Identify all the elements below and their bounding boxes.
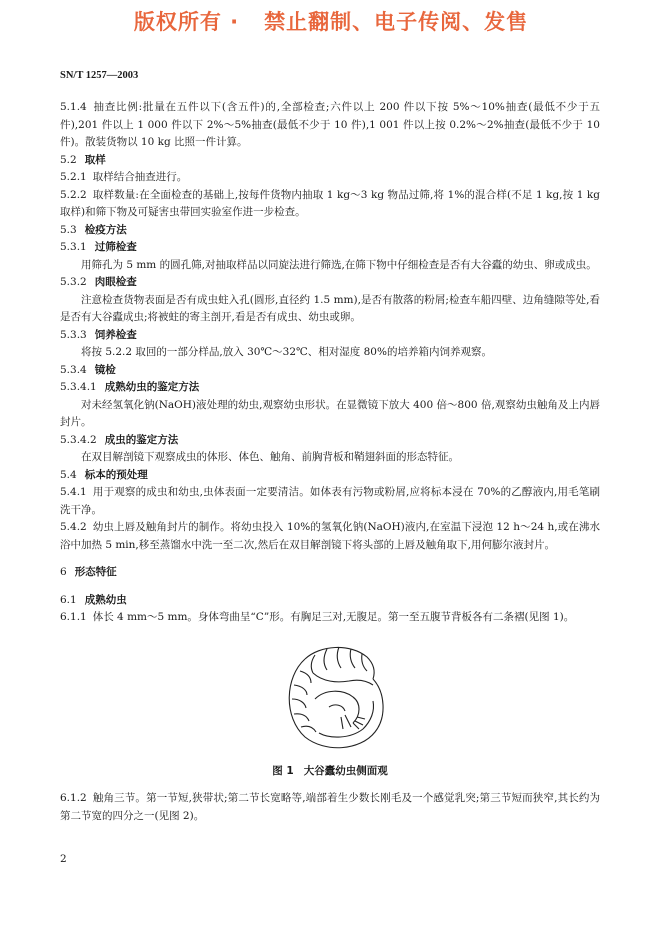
standard-number: SN/T 1257—2003 [60, 70, 139, 81]
larva-illustration [275, 637, 390, 755]
heading-5-3-2: 5.3.2 肉眼检查 [60, 276, 137, 288]
heading-5-4: 5.4 标本的预处理 [60, 468, 148, 481]
heading-5-3-1: 5.3.1 过筛检查 [60, 241, 137, 253]
figure-1 [60, 633, 600, 761]
heading-5-3-4: 5.3.4 镜检 [60, 363, 116, 376]
heading-5-3-3: 5.3.3 饲养检查 [60, 328, 137, 341]
heading-5-2: 5.2 取样 [60, 153, 106, 166]
heading-6-1: 6.1 成熟幼虫 [60, 593, 127, 606]
heading-6: 6 形态特征 [60, 566, 117, 578]
clause-6-1-2: 6.1.2 触角三节。第一节短,狭带状;第二节长宽略等,端部着生少数长刚毛及一个感觉乳突;第三节短而狭窄,其长约为第二节宽的四分之一(见图 2)。 [60, 792, 600, 822]
clause-5-2-1: 5.2.1 取样结合抽查进行。 [60, 171, 188, 183]
clause-5-2-2: 5.2.2 取样数量:在全面检查的基础上,按每件货物内抽取 1 kg～3 kg 物品过筛,将 1%的混合样(不足 1 kg,按 1 kg 取样)和筛下物及可疑害虫带回实验室作进一步检查。 [60, 188, 600, 218]
clause-5-4-2: 5.4.2 幼虫上唇及触角封片的制作。将幼虫投入 10%的氢氧化钠(NaOH)液内,在室温下浸泡 12 h～24 h,或在沸水浴中加热 5 min,移至蒸馏水中洗一至二次,然后在双目解剖镜下将头部的上唇及触角取下,用何膨尔液封片。 [60, 521, 600, 551]
figure-1-caption: 图 1 大谷蠹幼虫侧面观 [272, 764, 388, 777]
clause-5-3-1-text: 用筛孔为 5 mm 的圆孔筛,对抽取样品以同旋法进行筛选,在筛下物中仔细检查是否有大谷蠹的幼虫、卵或成虫。 [81, 258, 597, 271]
copyright-watermark: 版权所有 · 禁止翻制、电子传阅、发售 [133, 10, 529, 34]
heading-5-3-4-1: 5.3.4.1 成熟幼虫的鉴定方法 [60, 381, 200, 393]
page-number: 2 [60, 853, 67, 865]
clause-5-1-4: 5.1.4 抽查比例:批量在五件以下(含五件)的,全部检查;六件以上 200 件以下按 5%～10%抽查(最低不少于五件),201 件以上 1 000 件以下 2%～5%抽查(最低不少于 10 件),1 001 件以上按 0.2%～2%抽查(最低不少于 10 件)。散装货物以 10 kg 比照一件计算。 [60, 101, 600, 148]
clause-5-3-4-2-text: 在双目解剖镜下观察成虫的体形、体色、触角、前胸背板和鞘翅斜面的形态特征。 [81, 451, 459, 463]
document-body [60, 99, 600, 825]
heading-5-3-4-2: 5.3.4.2 成虫的鉴定方法 [60, 433, 179, 446]
clause-5-3-3-text: 将按 5.2.2 取回的一部分样品,放入 30℃～32℃、相对湿度 80%的培养箱内饲养观察。 [81, 346, 492, 358]
clause-6-1-1: 6.1.1 体长 4 mm～5 mm。身体弯曲呈“C”形。有胸足三对,无腹足。第一至五腹节背板各有二条褶(见图 1)。 [60, 611, 575, 623]
clause-5-4-1: 5.4.1 用于观察的成虫和幼虫,虫体表面一定要清洁。如体表有污物或粉屑,应将标本浸在 70%的乙醇液内,用毛笔刷洗干净。 [60, 486, 600, 516]
heading-5-3: 5.3 检疫方法 [60, 223, 127, 236]
clause-5-3-2-text: 注意检查货物表面是否有成虫蛀入孔(圆形,直径约 1.5 mm),是否有散落的粉屑;检查车船四壁、边角缝隙等处,看是否有大谷蠹成虫;将被蛀的寄主剖开,看是否有成虫、幼虫或卵。 [60, 293, 600, 323]
clause-5-3-4-1-text: 对未经氢氧化钠(NaOH)液处理的幼虫,观察幼虫形状。在显微镜下放大 400 倍～800 倍,观察幼虫触角及上内唇封片。 [60, 398, 600, 428]
